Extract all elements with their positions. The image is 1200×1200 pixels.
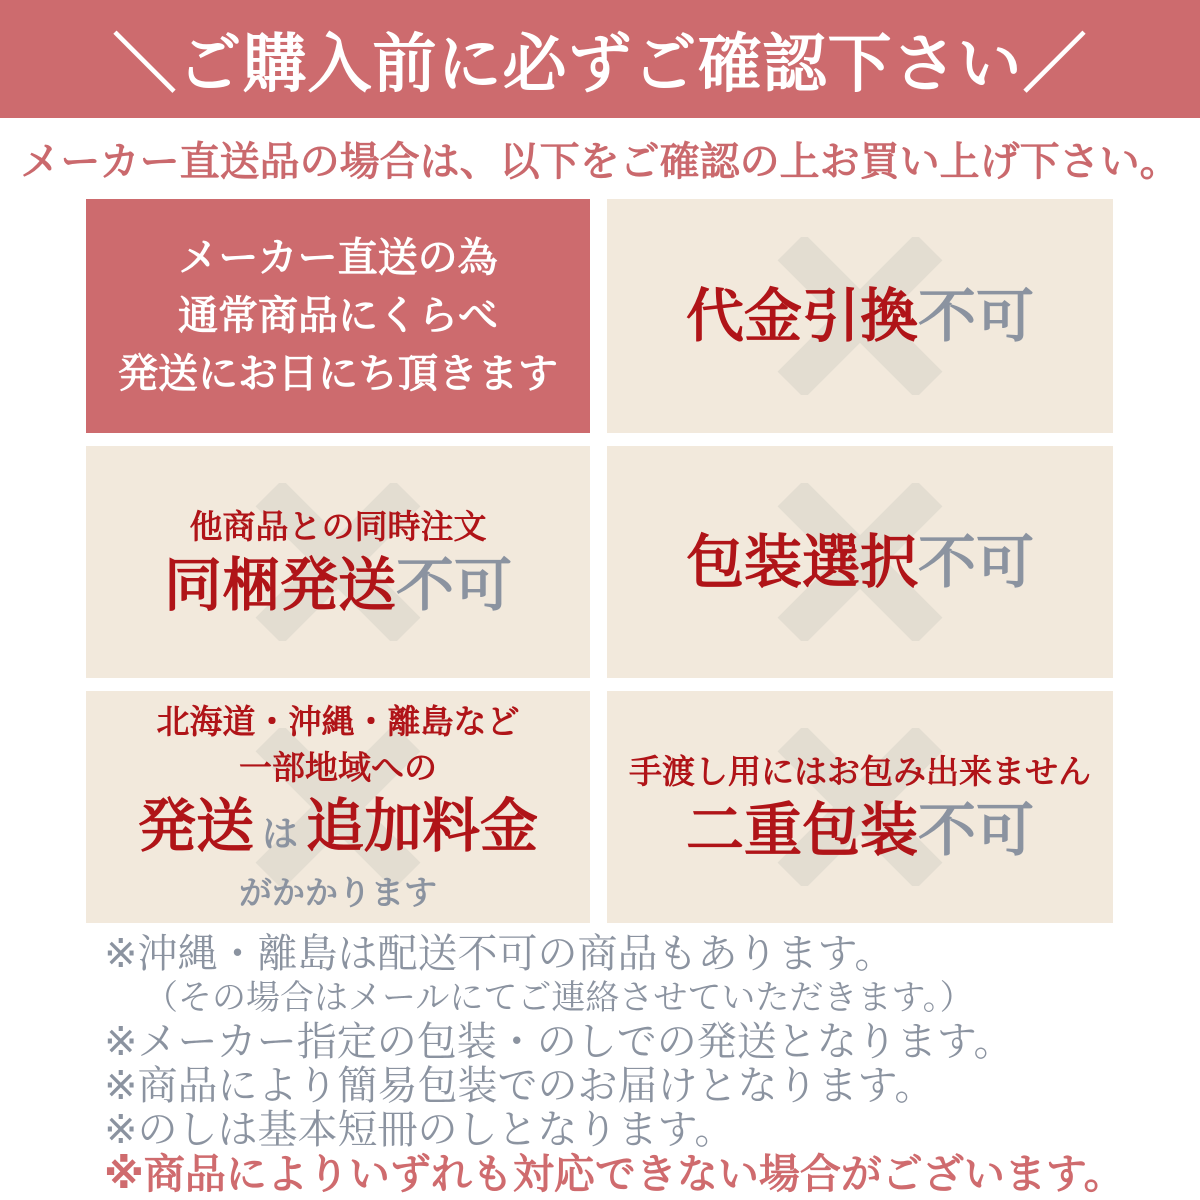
- cod-text: [686, 281, 1034, 351]
- footer-notes: [104, 932, 1125, 1196]
- remote-area-note-3: がかかります: [238, 872, 437, 912]
- note-line-2: （その場合はメールにてご連絡させていただきます。）: [144, 978, 974, 1018]
- remote-area-main-2: 追加料金: [306, 791, 539, 860]
- note-line-1: ※沖縄・離島は配送不可の商品もあります。: [104, 931, 895, 977]
- bundle-main-line: [164, 551, 512, 619]
- wrap-select-text: [686, 527, 1034, 597]
- wrap-select-suffix: 不可: [918, 528, 1035, 596]
- cod-suffix: 不可: [918, 282, 1035, 350]
- notice-grid: [86, 199, 1113, 923]
- double-wrap-main: 二重包装: [685, 796, 918, 864]
- cod-main: 代金引換: [685, 282, 918, 350]
- remote-area-note-1: 北海道・沖縄・離島など: [156, 701, 520, 741]
- direct-ship-line-1: メーカー直送の為: [178, 235, 498, 281]
- remote-area-main-line: [138, 792, 538, 860]
- bundle-cell: [86, 446, 590, 678]
- bundle-note: 他商品との同時注文: [189, 507, 487, 546]
- remote-area-note-2: 一部地域への: [238, 747, 437, 787]
- remote-area-text: [138, 699, 538, 916]
- cod-cell: [607, 199, 1113, 433]
- direct-ship-cell: [86, 199, 590, 433]
- bundle-text: [164, 504, 512, 620]
- wrap-select-main: 包装選択: [685, 528, 918, 596]
- double-wrap-text: [629, 749, 1091, 865]
- direct-ship-line-3: 発送にお日にち頂きます: [118, 351, 558, 397]
- note-line-6: ※商品によりいずれも対応できない場合がございます。: [104, 1150, 1125, 1198]
- note-line-4: ※商品により簡易包装でのお届けとなります。: [104, 1063, 935, 1109]
- header-banner: [0, 0, 1200, 118]
- direct-ship-text: [118, 229, 558, 403]
- bundle-main: 同梱発送: [163, 551, 396, 619]
- note-line-5: ※のしは基本短冊のしとなります。: [104, 1107, 735, 1153]
- double-wrap-note: 手渡し用にはお包み出来ません: [629, 752, 1091, 791]
- remote-area-cell: [86, 691, 590, 923]
- remote-area-main-1: 発送: [137, 791, 254, 860]
- double-wrap-main-line: [686, 796, 1034, 864]
- wrap-select-cell: [607, 446, 1113, 678]
- page-subtitle: メーカー直送品の場合は、以下をご確認の上お買い上げ下さい。: [20, 139, 1180, 185]
- double-wrap-cell: [607, 691, 1113, 923]
- remote-area-particle: は: [261, 813, 298, 855]
- bundle-suffix: 不可: [396, 551, 513, 619]
- page-title: ＼ご購入前に必ずご確認下さい／: [112, 28, 1088, 102]
- direct-ship-line-2: 通常商品にくらべ: [178, 293, 498, 339]
- double-wrap-suffix: 不可: [918, 796, 1035, 864]
- note-line-3: ※メーカー指定の包装・のしでの発送となります。: [104, 1019, 1014, 1065]
